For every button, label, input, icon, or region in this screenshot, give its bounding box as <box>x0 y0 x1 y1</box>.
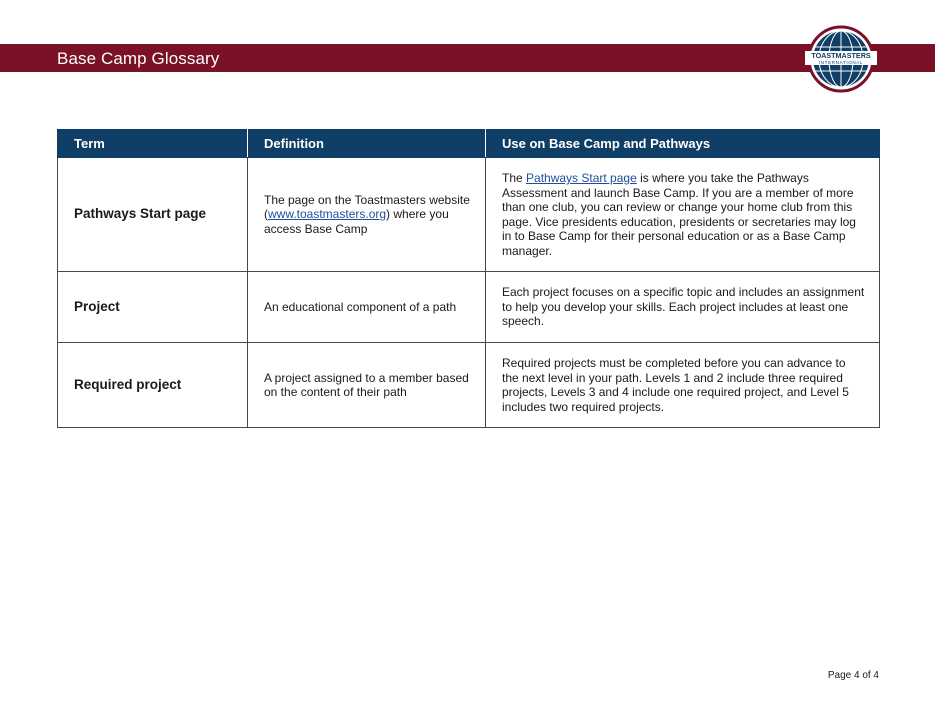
use-text: is where you take the Pathways Assessment and launch Base Camp. If you are a member of more than one club, you can review or change your home club from this page. Vice presidents education, presidents or secretaries may log in to Base Camp for their personal education or as a Base Camp manager. <box>502 171 856 258</box>
definition-text: ) where you access Base Camp <box>264 207 449 236</box>
term-cell: Pathways Start page <box>58 158 248 272</box>
use-cell: Each project focuses on a specific topic and includes an assignment to help you develop your skills. Each project includes at least one speech. <box>486 272 880 343</box>
term-cell: Project <box>58 272 248 343</box>
column-header-use: Use on Base Camp and Pathways <box>486 130 880 158</box>
use-text: The <box>502 171 527 185</box>
svg-text:INTERNATIONAL: INTERNATIONAL <box>818 60 864 65</box>
table-row <box>58 158 880 272</box>
column-header-term: Term <box>58 130 248 158</box>
definition-cell <box>248 158 486 272</box>
toastmasters-logo <box>804 25 878 93</box>
use-cell <box>486 158 880 272</box>
svg-text:TOASTMASTERS: TOASTMASTERS <box>811 51 871 60</box>
definition-cell: A project assigned to a member based on the content of their path <box>248 343 486 428</box>
page-title: Base Camp Glossary <box>57 49 220 68</box>
glossary-table <box>57 129 880 428</box>
table-header-row <box>58 130 880 158</box>
page-number: Page 4 of 4 <box>827 670 879 681</box>
definition-text: The page on the Toastmasters website ( <box>264 192 470 222</box>
pathways-start-page-link[interactable]: Pathways Start page <box>526 171 637 185</box>
column-header-definition: Definition <box>248 130 486 158</box>
table-row <box>58 272 880 343</box>
definition-cell: An educational component of a path <box>248 272 486 343</box>
toastmasters-website-link[interactable]: www.toastmasters.org <box>268 207 387 222</box>
use-cell: Required projects must be completed before you can advance to the next level in your path. Levels 1 and 2 include three required projects, Levels 3 and 4 include one required project, and Level 5 includes two required projects. <box>486 343 880 428</box>
term-cell: Required project <box>58 343 248 428</box>
table-row <box>58 343 880 428</box>
